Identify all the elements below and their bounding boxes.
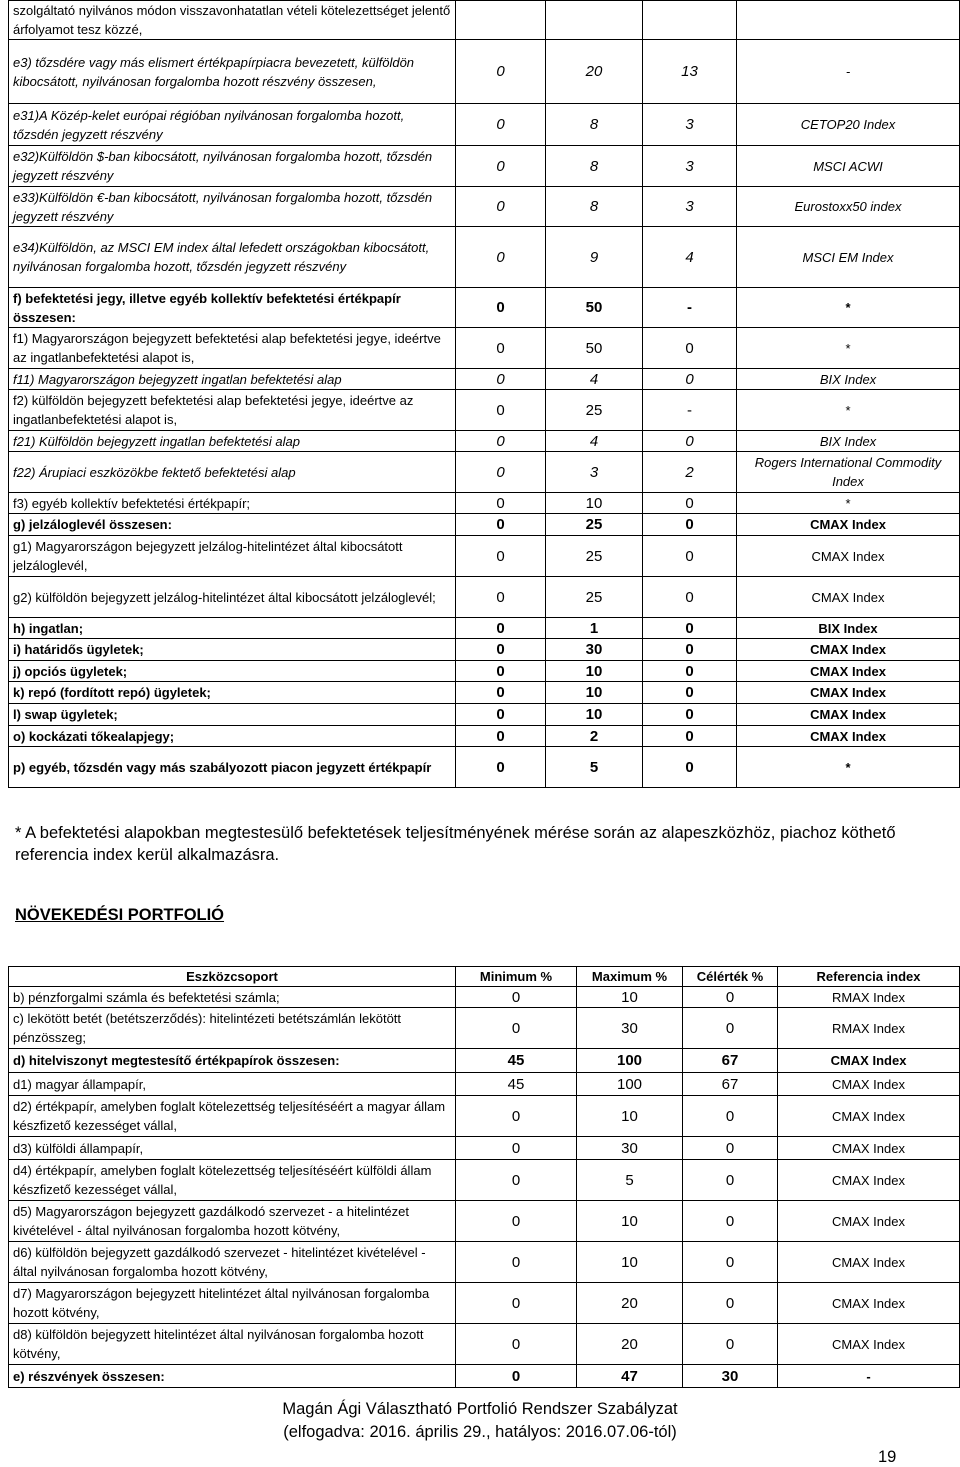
header-cell: Referencia index [778,967,960,987]
reference-index: Eurostoxx50 index [737,187,960,227]
min-value: 0 [456,187,546,227]
row-label: f) befektetési jegy, illetve egyéb kollektív befektetési értékpapír összesen: [9,288,456,328]
max-value: 5 [577,1160,683,1201]
row-label: i) határidős ügyletek; [9,639,456,661]
target-value: 30 [683,1365,778,1388]
table-row [9,704,960,726]
table-row [9,1365,960,1388]
reference-index: BIX Index [737,369,960,390]
max-value: 10 [577,1096,683,1137]
table-row [9,1008,960,1049]
row-label: f3) egyéb kollektív befektetési értékpapír; [9,493,456,514]
reference-index: CMAX Index [778,1160,960,1201]
target-value: 3 [643,146,737,187]
min-value: 0 [456,431,546,452]
row-label: f21) Külföldön bejegyzett ingatlan befektetési alap [9,431,456,452]
min-value: 45 [456,1073,577,1096]
row-label: g2) külföldön bejegyzett jelzálog-hitelintézet által kibocsátott jelzáloglevél; [9,577,456,618]
max-value: 10 [577,987,683,1008]
target-value: 0 [683,1137,778,1160]
row-label: szolgáltató nyilvános módon visszavonhatatlan vételi kötelezettséget jelentő árfolyamot tesz közzé, [9,1,456,40]
table-row [9,514,960,536]
table-row [9,536,960,577]
reference-index: CMAX Index [737,577,960,618]
target-value: 0 [683,1201,778,1242]
min-value [456,1,546,40]
header-cell: Minimum % [456,967,577,987]
min-value: 45 [456,1049,577,1073]
target-value: 0 [683,987,778,1008]
table-row [9,747,960,788]
min-value: 0 [456,452,546,493]
max-value: 30 [577,1008,683,1049]
target-value: 0 [643,747,737,788]
min-value: 0 [456,514,546,536]
table-row [9,369,960,390]
max-value: 50 [546,288,643,328]
header-cell: Maximum % [577,967,683,987]
min-value: 0 [456,1160,577,1201]
target-value: 0 [643,704,737,726]
min-value: 0 [456,1096,577,1137]
min-value: 0 [456,493,546,514]
table-row [9,1201,960,1242]
row-label: j) opciós ügyletek; [9,661,456,682]
max-value: 4 [546,369,643,390]
row-label: e3) tőzsdére vagy más elismert értékpapírpiacra bevezetett, külföldön kibocsátott, nyilvánosan forgalomba hozott részvény összesen, [9,40,456,104]
target-value: 0 [683,1096,778,1137]
reference-index: CMAX Index [778,1049,960,1073]
row-label: f22) Árupiaci eszközökbe fektető befektetési alap [9,452,456,493]
min-value: 0 [456,1137,577,1160]
table-row [9,1049,960,1073]
min-value: 0 [456,1008,577,1049]
max-value: 10 [546,704,643,726]
max-value: 8 [546,146,643,187]
max-value: 100 [577,1049,683,1073]
portfolio-heading: NÖVEKEDÉSI PORTFOLIÓ [15,906,225,924]
reference-index: CMAX Index [778,1096,960,1137]
min-value: 0 [456,1365,577,1388]
target-value: 0 [643,639,737,661]
reference-index: CMAX Index [778,1283,960,1324]
min-value: 0 [456,146,546,187]
footnote: * A befektetési alapokban megtestesülő befektetések teljesítményének mérése során az alapeszközhöz, piachoz köthető referencia index kerül alkalmazásra. [15,824,896,864]
max-value: 47 [577,1365,683,1388]
reference-index: CMAX Index [778,1137,960,1160]
table-row [9,452,960,493]
reference-index: CMAX Index [778,1073,960,1096]
min-value: 0 [456,390,546,431]
table-row [9,987,960,1008]
footer-dates: (elfogadva: 2016. április 29., hatályos: 2016.07.06-tól) [283,1423,677,1441]
reference-index: CMAX Index [778,1324,960,1365]
target-value: 0 [643,369,737,390]
reference-index: RMAX Index [778,987,960,1008]
table-row [9,577,960,618]
row-label: b) pénzforgalmi számla és befektetési számla; [9,987,456,1008]
row-label: h) ingatlan; [9,618,456,639]
max-value: 2 [546,726,643,747]
target-value: 2 [643,452,737,493]
target-value: 67 [683,1073,778,1096]
max-value: 10 [546,661,643,682]
target-value: - [643,288,737,328]
reference-index [737,1,960,40]
max-value: 3 [546,452,643,493]
min-value: 0 [456,369,546,390]
min-value: 0 [456,747,546,788]
max-value: 4 [546,431,643,452]
row-label: f11) Magyarországon bejegyzett ingatlan befektetési alap [9,369,456,390]
row-label: p) egyéb, tőzsdén vagy más szabályozott piacon jegyzett értékpapír [9,747,456,788]
table-row [9,726,960,747]
reference-index: CMAX Index [737,639,960,661]
reference-index: CMAX Index [737,704,960,726]
target-value [643,1,737,40]
max-value: 25 [546,390,643,431]
reference-index: CMAX Index [778,1201,960,1242]
max-value: 10 [546,493,643,514]
target-value: 0 [643,661,737,682]
reference-index: CMAX Index [737,536,960,577]
target-value: 0 [643,514,737,536]
reference-index: * [737,493,960,514]
min-value: 0 [456,288,546,328]
max-value: 9 [546,227,643,288]
row-label: f2) külföldön bejegyzett befektetési alap befektetési jegye, ideértve az ingatlanbefektetési alapot is, [9,390,456,431]
table-row [9,639,960,661]
table-row [9,1137,960,1160]
row-label: g1) Magyarországon bejegyzett jelzálog-hitelintézet által kibocsátott jelzáloglevél, [9,536,456,577]
row-label: d5) Magyarországon bejegyzett gazdálkodó szervezet - a hitelintézet kivételével - által nyilvánosan forgalomba hozott kötvény, [9,1201,456,1242]
reference-index: * [737,288,960,328]
target-value: 0 [683,1160,778,1201]
target-value: 0 [643,431,737,452]
table-row [9,187,960,227]
min-value: 0 [456,682,546,704]
min-value: 0 [456,704,546,726]
reference-index: CETOP20 Index [737,104,960,146]
row-label: k) repó (fordított repó) ügyletek; [9,682,456,704]
reference-index: CMAX Index [737,514,960,536]
target-value: 13 [643,40,737,104]
min-value: 0 [456,1324,577,1365]
row-label: e32)Külföldön $-ban kibocsátott, nyilvánosan forgalomba hozott, tőzsdén jegyzett részvény [9,146,456,187]
max-value: 10 [577,1201,683,1242]
target-value: 0 [683,1242,778,1283]
min-value: 0 [456,1242,577,1283]
min-value: 0 [456,618,546,639]
max-value [546,1,643,40]
row-label: l) swap ügyletek; [9,704,456,726]
max-value: 20 [546,40,643,104]
reference-index: - [737,40,960,104]
row-label: d7) Magyarországon bejegyzett hitelintézet által nyilvánosan forgalomba hozott kötvény, [9,1283,456,1324]
target-value: 3 [643,187,737,227]
min-value: 0 [456,40,546,104]
table-row [9,618,960,639]
target-value: - [643,390,737,431]
max-value: 5 [546,747,643,788]
row-label: d6) külföldön bejegyzett gazdálkodó szervezet - hitelintézet kivételével - által nyilvánosan forgalomba hozott kötvény, [9,1242,456,1283]
row-label: e34)Külföldön, az MSCI EM index által lefedett országokban kibocsátott, nyilvánosan forgalomba hozott, tőzsdén jegyzett részvény [9,227,456,288]
reference-index: BIX Index [737,618,960,639]
table-header-row [9,967,960,987]
allocation-table-continued [8,0,960,788]
min-value: 0 [456,1201,577,1242]
target-value: 0 [643,493,737,514]
row-label: d) hitelviszonyt megtestesítő értékpapírok összesen: [9,1049,456,1073]
target-value: 0 [643,682,737,704]
reference-index: CMAX Index [778,1242,960,1283]
max-value: 100 [577,1073,683,1096]
target-value: 67 [683,1049,778,1073]
reference-index: * [737,328,960,369]
max-value: 1 [546,618,643,639]
reference-index: - [778,1365,960,1388]
min-value: 0 [456,726,546,747]
min-value: 0 [456,661,546,682]
table-row [9,1324,960,1365]
reference-index: RMAX Index [778,1008,960,1049]
table-row [9,227,960,288]
max-value: 20 [577,1283,683,1324]
table-row [9,1242,960,1283]
min-value: 0 [456,577,546,618]
table-row [9,1073,960,1096]
row-label: d1) magyar állampapír, [9,1073,456,1096]
row-label: d3) külföldi állampapír, [9,1137,456,1160]
table-row [9,104,960,146]
table-row [9,288,960,328]
row-label: e) részvények összesen: [9,1365,456,1388]
target-value: 0 [683,1008,778,1049]
target-value: 0 [643,577,737,618]
max-value: 25 [546,536,643,577]
reference-index: * [737,747,960,788]
reference-index: Rogers International Commodity Index [737,452,960,493]
row-label: d4) értékpapír, amelyben foglalt kötelezettség teljesítéséért külföldi állam készfizető kezességet vállal, [9,1160,456,1201]
growth-portfolio-table [8,966,960,1388]
table-row [9,661,960,682]
max-value: 8 [546,104,643,146]
max-value: 10 [577,1242,683,1283]
target-value: 4 [643,227,737,288]
table-row [9,390,960,431]
min-value: 0 [456,987,577,1008]
footer-title: Magán Ági Választható Portfolió Rendszer Szabályzat [282,1400,678,1418]
min-value: 0 [456,639,546,661]
row-label: g) jelzáloglevél összesen: [9,514,456,536]
target-value: 3 [643,104,737,146]
table-row [9,40,960,104]
target-value: 0 [683,1283,778,1324]
header-cell: Eszközcsoport [9,967,456,987]
reference-index: MSCI ACWI [737,146,960,187]
row-label: o) kockázati tőkealapjegy; [9,726,456,747]
table-row [9,682,960,704]
max-value: 25 [546,577,643,618]
target-value: 0 [643,618,737,639]
target-value: 0 [643,536,737,577]
max-value: 20 [577,1324,683,1365]
target-value: 0 [643,328,737,369]
max-value: 10 [546,682,643,704]
table-row [9,1096,960,1137]
table-row [9,146,960,187]
reference-index: CMAX Index [737,661,960,682]
target-value: 0 [683,1324,778,1365]
min-value: 0 [456,328,546,369]
table-row [9,1,960,40]
table-row [9,431,960,452]
row-label: d8) külföldön bejegyzett hitelintézet által nyilvánosan forgalomba hozott kötvény, [9,1324,456,1365]
min-value: 0 [456,536,546,577]
header-cell: Célérték % [683,967,778,987]
reference-index: CMAX Index [737,682,960,704]
table-row [9,1283,960,1324]
max-value: 8 [546,187,643,227]
page-number: 19 [878,1448,897,1466]
min-value: 0 [456,1283,577,1324]
row-label: d2) értékpapír, amelyben foglalt kötelezettség teljesítéséért a magyar állam készfizető kezességet vállal, [9,1096,456,1137]
reference-index: CMAX Index [737,726,960,747]
max-value: 30 [577,1137,683,1160]
table-row [9,1160,960,1201]
table-row [9,328,960,369]
row-label: f1) Magyarországon bejegyzett befektetési alap befektetési jegye, ideértve az ingatlanbefektetési alapot is, [9,328,456,369]
reference-index: * [737,390,960,431]
reference-index: MSCI EM Index [737,227,960,288]
document-footer [180,1398,780,1444]
target-value: 0 [643,726,737,747]
row-label: e31)A Közép-kelet európai régióban nyilvánosan forgalomba hozott, tőzsdén jegyzett részvény [9,104,456,146]
max-value: 30 [546,639,643,661]
table-row [9,493,960,514]
row-label: c) lekötött betét (betétszerződés): hitelintézeti betétszámlán lekötött pénzösszeg; [9,1008,456,1049]
min-value: 0 [456,227,546,288]
max-value: 25 [546,514,643,536]
min-value: 0 [456,104,546,146]
max-value: 50 [546,328,643,369]
reference-index: BIX Index [737,431,960,452]
row-label: e33)Külföldön €-ban kibocsátott, nyilvánosan forgalomba hozott, tőzsdén jegyzett részvény [9,187,456,227]
